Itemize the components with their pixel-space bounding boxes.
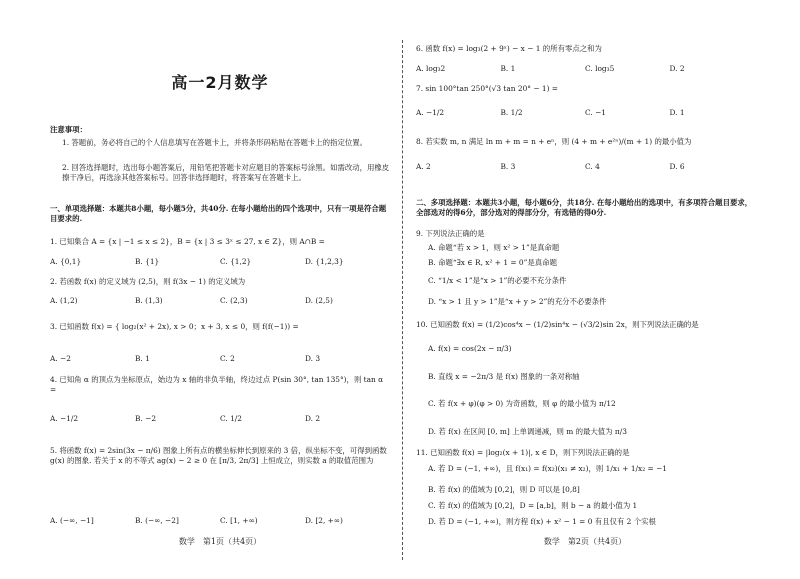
- question-stem: 8. 若实数 m, n 满足 ln m + m = n + eⁿ，则 (4 + m + e²ⁿ)/(m + 1) 的最小值为: [416, 137, 692, 146]
- question-1: [50, 237, 390, 247]
- question-4: [50, 375, 390, 395]
- question-6: [416, 44, 754, 54]
- question-11-option-a: A. 若 D = (−1, +∞)，且 f(x₁) = f(x₂)(x₁ ≠ x₂)，则 1/x₁ + 1/x₂ = −1: [428, 464, 667, 473]
- question-stem: 7. sin 100°tan 250°(√3 tan 20° − 1) =: [416, 84, 559, 93]
- option-a: A. (−∞, −1]: [50, 516, 94, 525]
- option-b: B. 1: [500, 64, 516, 73]
- option-c: C. [1, +∞): [220, 516, 258, 525]
- note-2: 2. 回答选择题时，选出每小题答案后，用铅笔把答题卡对应题目的答案标号涂黑。如需改动，用橡皮擦干净后，再选涂其他答案标号。回答非选择题时，将答案写在答题卡上。: [62, 163, 390, 182]
- question-2-options: [50, 296, 390, 306]
- page-1: [50, 0, 390, 579]
- question-9-option-a: A. 命题“若 x > 1，则 x² > 1”是真命题: [428, 243, 560, 252]
- question-5: [50, 446, 390, 466]
- question-3: [50, 322, 390, 332]
- page-footer: 数学 第1页（共4页）: [178, 537, 262, 546]
- question-8: [416, 137, 754, 147]
- question-6-options: [416, 64, 754, 74]
- option-b: B. −2: [135, 414, 157, 423]
- question-10-option-c: C. 若 f(x + φ)(φ > 0) 为奇函数，则 φ 的最小值为 π/12: [428, 399, 616, 408]
- option-b: B. 3: [500, 162, 516, 171]
- question-stem: 10. 已知函数 f(x) = (1/2)cos⁴x − (1/2)sin⁴x − (√3/2)sin 2x，则下列说法正确的是: [416, 320, 699, 329]
- question-5-options: [50, 516, 390, 526]
- question-9-option-d: D. “x > 1 且 y > 1”是“x + y > 2”的充分不必要条件: [428, 297, 607, 306]
- option-d: D. 3: [305, 354, 321, 363]
- option-c: C. log₃5: [585, 64, 615, 73]
- option-a: A. log₃2: [416, 64, 446, 73]
- option-a: A. −1/2: [416, 108, 445, 117]
- question-10: [416, 320, 754, 330]
- question-11-option-c: C. 若 f(x) 的值域为 [0,2]，D = [a,b]，则 b − a 的最小值为 1: [428, 501, 638, 510]
- option-a: A. −1/2: [50, 414, 79, 423]
- section-1-heading: 一、单项选择题：本题共8小题，每小题5分，共40分. 在每小题给出的四个选项中，只有一项是符合题目要求的.: [50, 204, 387, 223]
- question-stem: 4. 已知角 α 的顶点为坐标原点，始边为 x 轴的非负半轴，终边过点 P(sin 30°, tan 135°)，则 tan α =: [50, 375, 384, 394]
- page-2: [416, 0, 754, 579]
- option-b: B. 1/2: [500, 108, 523, 117]
- option-b: B. (−∞, −2]: [135, 516, 179, 525]
- option-d: D. {1,2,3}: [305, 257, 344, 266]
- option-c: C. {1,2}: [220, 257, 252, 266]
- question-9: [416, 229, 754, 239]
- option-c: C. 1/2: [220, 414, 242, 423]
- option-d: D. 2: [669, 64, 685, 73]
- option-d: D. 6: [669, 162, 685, 171]
- question-10-option-d: D. 若 f(x) 在区间 [0, m] 上单调递减，则 m 的最大值为 π/3: [428, 427, 627, 436]
- option-d: D. (2,5): [305, 296, 333, 305]
- question-2: [50, 277, 390, 287]
- page-footer: 数学 第2页（共4页）: [543, 537, 627, 546]
- page-title: 高一2月数学: [171, 73, 269, 92]
- option-a: A. (1,2): [50, 296, 78, 305]
- question-10-option-a: A. f(x) = cos(2x − π/3): [428, 344, 512, 353]
- question-stem: 9. 下列说法正确的是: [416, 229, 485, 238]
- option-b: B. 1: [135, 354, 150, 363]
- column-divider: [402, 40, 403, 560]
- question-11: [416, 448, 754, 458]
- option-c: C. −1: [585, 108, 606, 117]
- question-stem: 3. 已知函数 f(x) = { log₂(x² + 2x), x > 0；x + 3, x ≤ 0，则 f(f(−1)) =: [50, 322, 299, 331]
- question-stem: 5. 将函数 f(x) = 2sin(3x − π/6) 图象上所有点的横坐标伸长到原来的 3 倍，纵坐标不变，可得到函数 g(x) 的图象. 若关于 x 的不等式 ag(x) − 2 ≥ 0 在 [π/3, 2π/3] 上恒成立，则实数 a 的取值范围为: [50, 446, 387, 465]
- option-a: A. 2: [416, 162, 431, 171]
- question-9-option-b: B. 命题“∃x ∈ R, x² + 1 = 0”是真命题: [428, 258, 557, 267]
- question-8-options: [416, 162, 754, 172]
- question-7: [416, 84, 754, 94]
- question-9-option-c: C. “1/x < 1”是“x > 1”的必要不充分条件: [428, 276, 567, 285]
- question-10-option-b: B. 直线 x = −2π/3 是 f(x) 图象的一条对称轴: [428, 372, 580, 381]
- note-1: 1. 答题前，务必将自己的个人信息填写在答题卡上，并将条形码粘贴在答题卡上的指定位置。: [62, 138, 368, 147]
- question-stem: 6. 函数 f(x) = log₃(2 + 9ˣ) − x − 1 的所有零点之和为: [416, 44, 602, 53]
- option-a: A. {0,1}: [50, 257, 82, 266]
- notes-heading: 注意事项：: [50, 125, 87, 134]
- question-stem: 1. 已知集合 A = {x | −1 ≤ x ≤ 2}，B = {x | 3 ≤ 3ˣ ≤ 27, x ∈ Z}，则 A∩B =: [50, 237, 325, 246]
- option-c: C. 4: [585, 162, 600, 171]
- question-stem: 2. 若函数 f(x) 的定义域为 (2,5)，则 f(3x − 1) 的定义域为: [50, 277, 246, 286]
- option-c: C. (2,3): [220, 296, 248, 305]
- option-d: D. 2: [305, 414, 321, 423]
- option-d: D. 1: [669, 108, 685, 117]
- question-4-options: [50, 414, 390, 424]
- option-b: B. (1,3): [135, 296, 163, 305]
- question-7-options: [416, 108, 754, 118]
- option-c: C. 2: [220, 354, 235, 363]
- question-1-options: [50, 257, 390, 267]
- question-3-options: [50, 354, 390, 364]
- question-11-option-d: D. 若 D = (−1, +∞)，则方程 f(x) + x² − 1 = 0 有且仅有 2 个实根: [428, 517, 656, 526]
- option-d: D. [2, +∞): [305, 516, 343, 525]
- question-11-option-b: B. 若 f(x) 的值域为 [0,2]，则 D 可以是 [0,8]: [428, 485, 580, 494]
- option-a: A. −2: [50, 354, 71, 363]
- option-b: B. {1}: [135, 257, 160, 266]
- question-stem: 11. 已知函数 f(x) = |log₂(x + 1)|, x ∈ D，则下列说法正确的是: [416, 448, 630, 457]
- section-2-heading: 二、多项选择题：本题共3小题，每小题6分，共18分. 在每小题给出的选项中，有多项符合题目要求，全部选对的得6分，部分选对的得部分分，有选错的得0分.: [416, 198, 753, 217]
